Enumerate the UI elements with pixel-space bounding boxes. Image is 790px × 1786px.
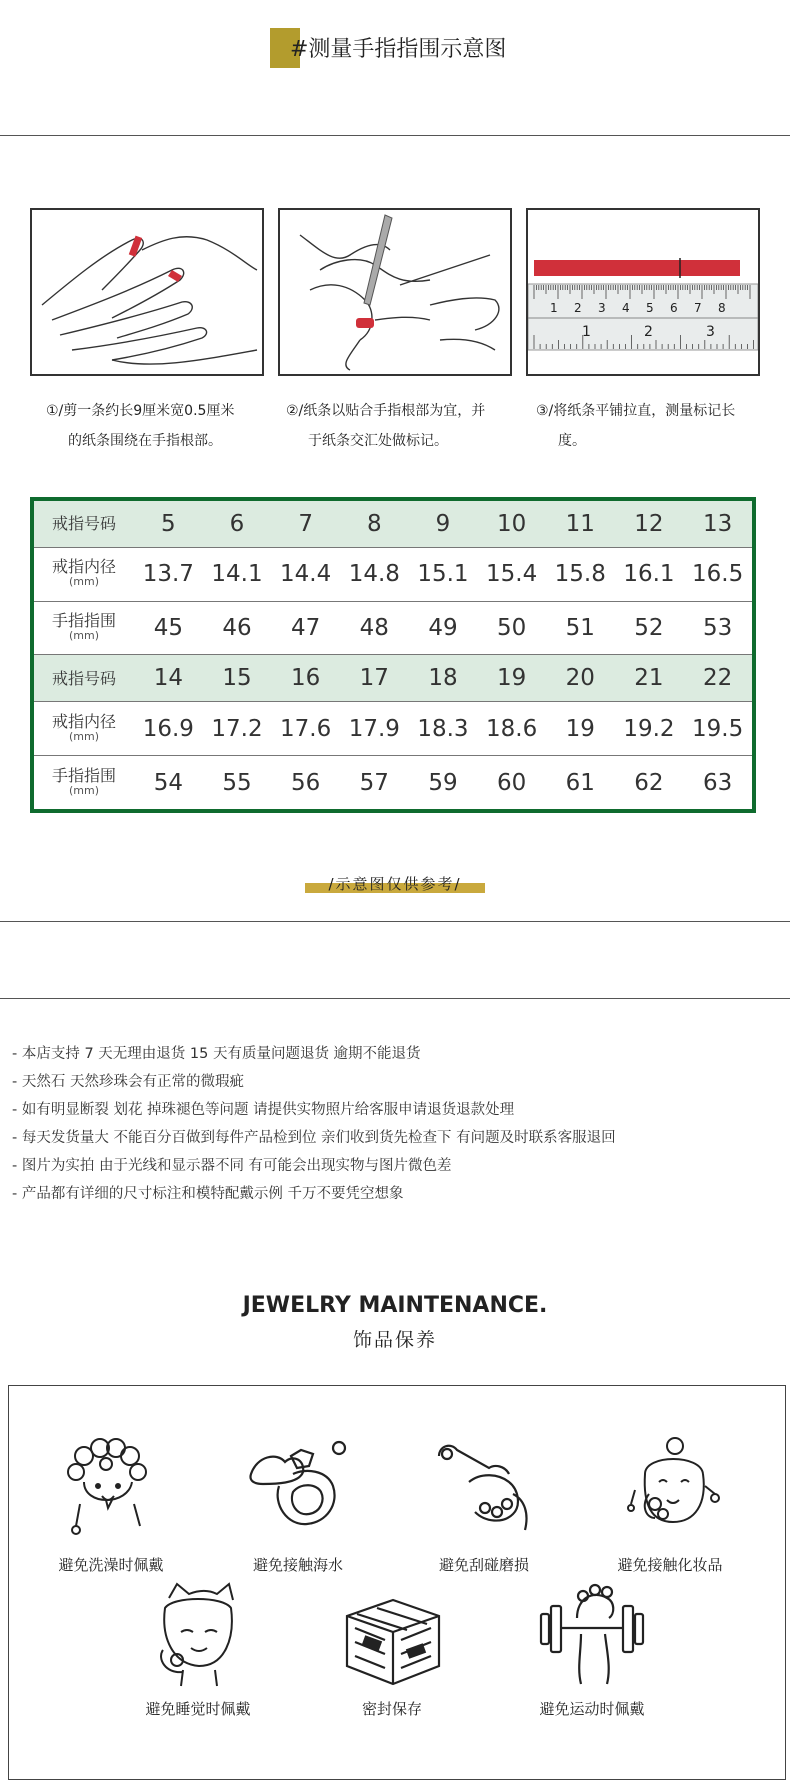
- page-title: #测量手指指围示意图: [290, 37, 507, 62]
- row-label-text: 戒指内径: [51, 557, 116, 577]
- size-table-cell: 49: [409, 601, 478, 655]
- size-table-cell: 51: [546, 601, 615, 655]
- size-table-cell: 13: [683, 501, 752, 547]
- ruler-label: 2: [574, 301, 582, 315]
- size-table-cell: 19: [546, 702, 615, 756]
- row-label-size: [34, 501, 134, 547]
- row-label-diameter: [34, 702, 134, 756]
- ruler-label: 6: [670, 301, 678, 315]
- size-table-cell: 15.8: [546, 547, 615, 601]
- size-table-cell: 16: [271, 655, 340, 702]
- size-table-row: [34, 702, 752, 756]
- paper-strip: [129, 236, 142, 257]
- size-table-cell: 54: [153, 769, 183, 796]
- paper-strip: [356, 318, 374, 328]
- row-label-text: 戒指号码: [51, 514, 116, 534]
- size-table-cell: 20: [546, 655, 615, 702]
- size-table-cell: 14.1: [203, 547, 272, 601]
- row-label-unit: (mm): [68, 629, 99, 643]
- size-table-cell: 52: [615, 601, 684, 655]
- size-table-row: [34, 655, 752, 702]
- size-table-cell: 45: [134, 601, 203, 655]
- ruler-label: 1: [582, 324, 591, 340]
- size-table-cell: 48: [340, 601, 409, 655]
- maintenance-label: 避免睡觉时佩戴: [145, 1700, 251, 1718]
- row-label-size: [34, 655, 134, 702]
- row-label-unit: (mm): [68, 575, 99, 589]
- size-table-cell: 19.5: [683, 702, 752, 756]
- divider: [0, 135, 790, 136]
- step3-line2: 度。: [558, 433, 586, 449]
- size-table-cell: 63: [702, 769, 733, 796]
- step1-line1: ①/剪一条约长9厘米宽0.5厘米: [46, 403, 235, 419]
- hand-wrapping-paper-icon: [32, 210, 262, 374]
- seawater-ring-icon: [243, 1434, 353, 1544]
- ruler-measure-icon: [528, 210, 758, 374]
- size-table-cell: 19: [477, 655, 546, 702]
- size-table-row: [34, 601, 752, 655]
- size-table-cell: 14.8: [340, 547, 409, 601]
- note-line: - 每天发货量大 不能百分百做到每件产品检到位 亲们收到货先检查下 有问题及时联系客服退回: [12, 1130, 616, 1146]
- store-notes: [12, 1040, 616, 1208]
- note-line: - 本店支持 7 天无理由退货 15 天有质量问题退货 逾期不能退货: [12, 1046, 421, 1062]
- row-label-unit: (mm): [68, 783, 99, 797]
- maintenance-label: 密封保存: [361, 1700, 422, 1718]
- step3-caption: [536, 396, 735, 456]
- step2-caption: [286, 396, 485, 456]
- size-table-cell: 7: [271, 501, 340, 547]
- ruler-label: 2: [644, 324, 653, 340]
- row-label-text: 戒指内径: [51, 711, 116, 731]
- maintenance-subtitle: 饰品保养: [352, 1329, 437, 1351]
- size-table-cell: 21: [615, 655, 684, 702]
- maintenance-label: 避免接触化妆品: [617, 1556, 723, 1574]
- dumbbell-icon: [537, 1578, 647, 1688]
- size-table-cell: 16.5: [683, 547, 752, 601]
- size-table-cell: 56: [291, 769, 321, 796]
- size-table-row: [34, 547, 752, 601]
- ruler-label: 4: [622, 301, 630, 315]
- size-table-cell: 62: [634, 769, 664, 796]
- size-table-cell: 9: [409, 501, 478, 547]
- step1-line2: 的纸条围绕在手指根部。: [68, 433, 222, 449]
- size-table-cell: 17.6: [271, 702, 340, 756]
- maintenance-label: 避免接触海水: [252, 1556, 343, 1574]
- size-table-cell: 55: [222, 769, 252, 796]
- sealed-box-icon: [337, 1586, 447, 1696]
- size-table-cell: 8: [340, 501, 409, 547]
- maintenance-panel: [8, 1385, 786, 1780]
- maintenance-title: JEWELRY MAINTENANCE.: [242, 1293, 548, 1318]
- hand-marking-paper-icon: [280, 210, 510, 374]
- ring-size-table: [30, 497, 756, 813]
- divider: [0, 998, 790, 999]
- size-table-cell: 53: [683, 601, 752, 655]
- row-label-unit: (mm): [68, 729, 99, 743]
- size-table-cell: 18: [409, 655, 478, 702]
- reference-note-text: /示意图仅供参考/: [328, 875, 462, 893]
- step3-line1: ③/将纸条平铺拉直，测量标记长: [536, 403, 736, 419]
- note-line: - 如有明显断裂 划花 掉珠褪色等问题 请提供实物照片给客服申请退货退款处理: [12, 1102, 515, 1118]
- ruler-label: 1: [550, 301, 558, 315]
- ruler-label: 5: [646, 301, 654, 315]
- step3-illustration: [526, 208, 760, 376]
- ruler-label: 8: [718, 301, 726, 315]
- row-label-diameter: [34, 547, 134, 601]
- row-label-text: 戒指号码: [51, 668, 116, 688]
- size-table-cell: 10: [477, 501, 546, 547]
- size-table-cell: 15: [203, 655, 272, 702]
- size-table-row: [34, 756, 752, 809]
- ruler-label: 3: [706, 324, 715, 340]
- size-table-cell: 60: [496, 769, 527, 796]
- size-table-cell: 13.7: [134, 547, 203, 601]
- size-table-cell: 16.1: [615, 547, 684, 601]
- scratch-wrench-icon: [429, 1434, 539, 1544]
- row-label-circumference: [34, 601, 134, 655]
- size-table-cell: 15.4: [477, 547, 546, 601]
- size-table-cell: 12: [615, 501, 684, 547]
- size-table-cell: 59: [428, 769, 458, 796]
- row-label-text: 手指指围: [51, 611, 116, 631]
- size-table-cell: 47: [271, 601, 340, 655]
- step2-line2: 于纸条交汇处做标记。: [308, 433, 448, 449]
- size-table-cell: 17.9: [340, 702, 409, 756]
- size-table-cell: 6: [203, 501, 272, 547]
- ruler-label: 3: [598, 301, 606, 315]
- size-table-cell: 18.6: [477, 702, 546, 756]
- shower-icon: [56, 1434, 166, 1544]
- size-table-cell: 22: [683, 655, 752, 702]
- size-table-cell: 17.2: [203, 702, 272, 756]
- page-title-block: [0, 28, 790, 68]
- note-line: - 产品都有详细的尺寸标注和模特配戴示例 千万不要凭空想象: [12, 1186, 404, 1202]
- note-line: - 天然石 天然珍珠会有正常的微瑕疵: [12, 1074, 244, 1090]
- ruler-label: 7: [694, 301, 702, 315]
- size-table-cell: 15.1: [409, 547, 478, 601]
- sleeping-icon: [143, 1578, 253, 1688]
- paper-strip: [534, 260, 740, 276]
- maintenance-label: 避免洗澡时佩戴: [58, 1556, 164, 1574]
- size-table-cell: 19.2: [615, 702, 684, 756]
- note-line: - 图片为实拍 由于光线和显示器不同 有可能会出现实物与图片微色差: [12, 1158, 452, 1174]
- cosmetics-face-icon: [615, 1434, 725, 1544]
- divider: [0, 921, 790, 922]
- size-table-cell: 57: [359, 769, 389, 796]
- pencil-icon: [364, 215, 392, 305]
- step2-illustration: [278, 208, 512, 376]
- size-table-cell: 46: [203, 601, 272, 655]
- size-table-cell: 18.3: [409, 702, 478, 756]
- reference-note: [0, 873, 790, 894]
- step2-line1: ②/纸条以贴合手指根部为宜，并: [286, 403, 486, 419]
- size-table-cell: 5: [134, 501, 203, 547]
- step1-illustration: [30, 208, 264, 376]
- size-table-cell: 17: [340, 655, 409, 702]
- size-table-cell: 11: [546, 501, 615, 547]
- row-label-circumference: [34, 756, 134, 809]
- size-table-cell: 14.4: [271, 547, 340, 601]
- step1-caption: [46, 396, 234, 456]
- size-table-cell: 61: [565, 769, 595, 796]
- size-table-cell: 16.9: [134, 702, 203, 756]
- size-table-row: [34, 501, 752, 547]
- maintenance-label: 避免运动时佩戴: [539, 1700, 645, 1718]
- maintenance-label: 避免刮碰磨损: [438, 1556, 529, 1574]
- row-label-text: 手指指围: [51, 765, 116, 785]
- size-table-cell: 14: [134, 655, 203, 702]
- size-table-cell: 50: [477, 601, 546, 655]
